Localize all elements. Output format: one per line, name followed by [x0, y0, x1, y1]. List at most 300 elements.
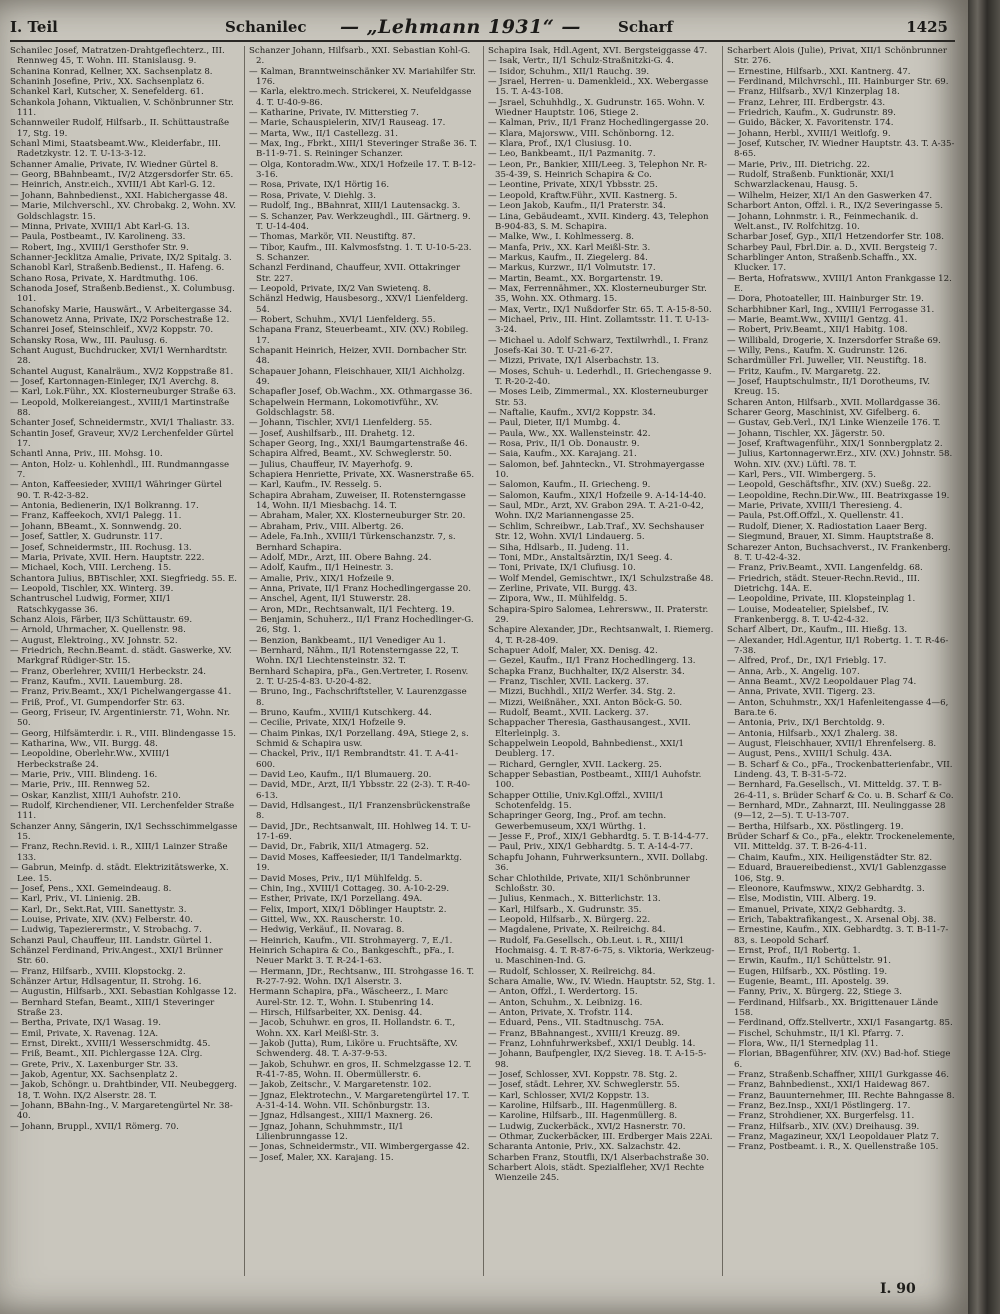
- directory-entry: — David, MDr., Arzt, II/1 Ybbsstr. 22 (2-3). T. R-40-6-13.: [249, 780, 470, 801]
- directory-entry: — Franz, BBahnangest., XVIII/1 Kreuzg. 89.: [488, 1028, 681, 1039]
- directory-entry: — Jakob, Zeitschr., V. Margaretenstr. 102.: [249, 1080, 432, 1091]
- directory-entry: Schapira-Spiro Salomea, Lehrersww., II. Praterstr. 29.: [488, 604, 709, 625]
- directory-entry: Schanzer Anny, Sängerin, IX/1 Sechsschimmelgasse 15.: [10, 821, 238, 843]
- directory-entry: Schänzl Hedwig, Hausbesorg., XXV/1 Lienfelderg. 54.: [249, 294, 469, 315]
- directory-entry: — Leon Jakob, Kaufm., II/1 Praterstr. 34.: [488, 201, 666, 212]
- directory-entry: — David, JDr., Rechtsanwalt, III. Hohlweg 14. T. U-17-1-69.: [249, 821, 471, 843]
- directory-entry: — Bruno, Ing., Fachschriftsteller, V. Laurenzgasse 8.: [249, 687, 467, 708]
- directory-entry: — Heinrich, Kaufm., VII. Strohmayerg. 7, E./1.: [249, 935, 453, 946]
- directory-entry: — Eugen, Hilfsarb., XX. Pöstling. 19.: [727, 966, 888, 977]
- directory-entry: Scharer Georg, Maschinist, XV. Gifelberg. 6.: [727, 408, 921, 419]
- directory-entry: — Katharina, Ww., VII. Burgg. 48.: [10, 739, 158, 750]
- directory-entry: — Chaim, Kaufm., XIX. Heiligenstädter Str. 82.: [727, 852, 933, 863]
- directory-entry: Schapfu Johann, Fuhrwerksuntern., XVII. Dollabg. 36.: [488, 852, 708, 874]
- directory-entry: — Mizzi, Weißnäher., XXI. Anton Böck-G. 50.: [488, 697, 683, 708]
- directory-entry: — Mizzi, Private, IX/1 Alserbachstr. 13.: [488, 356, 660, 367]
- directory-entry: — Franz, Lehrer, III. Erdbergstr. 43.: [727, 97, 886, 108]
- column-1: [10, 46, 238, 1276]
- directory-entry: Schapira Isak, Hdl.Agent, XVI. Bergsteiggasse 47.: [488, 46, 708, 56]
- directory-entry: — Ludwig, Tapezierermstr., V. Strobachg. 7.: [10, 925, 202, 936]
- directory-entry: — Karl, Priv., VI. Linienig. 2B.: [10, 894, 141, 905]
- directory-entry: — Jakob, Schuhwr. en gros, II. Schmelzgasse 12. T. R-41-7-85, Wohn. II. Obermüllerstr. 6.: [249, 1059, 472, 1081]
- directory-entry: Scharblinger Anton, Straßenb.Schaffn., XX. Klucker. 17.: [727, 252, 918, 274]
- directory-entry: — Michael u. Adolf Schwarz, Textilwrhdl., I. Franz Josefs-Kai 30. T. U-21-6-27.: [488, 335, 708, 356]
- directory-entry: Schanowetz Anna, Private, IX/2 Porschestraße 12.: [10, 314, 230, 325]
- directory-entry: Schapelwein Hermann, Lokomotivführ., XV. Goldschlagstr. 58.: [249, 397, 439, 419]
- directory-entry: Schanzl Ferdinand, Chauffeur, XVII. Ottakringer Str. 227.: [249, 263, 461, 284]
- directory-entry: — Franz, Kaufm., XVII. Lauemburg. 28.: [10, 676, 183, 687]
- directory-entry: Schar Chlothilde, Private, XII/1 Schönbrunner Schloßstr. 30.: [488, 873, 690, 894]
- directory-entry: Schannweiler Rudolf, Hilfsarb., II. Schüttaustraße 17, Stg. 19.: [10, 118, 230, 139]
- directory-columns: [10, 46, 955, 1276]
- directory-entry: — Hedwig, Verkäuf., II. Novarag. 8.: [249, 925, 405, 936]
- directory-entry: — Franz, Rechn.Revid. i. R., XIII/1 Lainzer Straße 133.: [10, 842, 228, 863]
- directory-entry: — Moses, Schuh- u. Lederhdl., II. Griechengasse 9. T. R-20-2-40.: [488, 366, 712, 387]
- directory-entry: — Adolf, MDr., Arzt, III. Obere Bahng. 24.: [249, 552, 432, 563]
- directory-entry: — Robert, Priv.Beamt., XII/1 Habitg. 108.: [727, 325, 908, 336]
- directory-entry: — Toni, MDr., Anstaltsärztin, IX/1 Seeg. 4.: [488, 552, 673, 563]
- directory-entry: — Ernst, Prof., II/1 Robertg. 1.: [727, 945, 861, 956]
- directory-entry: — Bernhard Stefan, Beamt., XIII/1 Steveringer Straße 23.: [10, 997, 215, 1018]
- directory-entry: — Chin, Ing., XVIII/1 Cottageg. 30. A-10-2-29.: [249, 883, 450, 894]
- directory-entry: — Fischel, Schuhmstr., II/1 Kl. Pfarrg. 7.: [727, 1028, 904, 1039]
- directory-entry: — Hermann, JDr., Rechtsanw., III. Strohgasse 16. T. R-27-7-92. Wohn. IX/1 Alserstr. 3.: [249, 966, 475, 987]
- directory-entry: Scharanta Antonie, Priv., XX. Salzachstr. 42.: [488, 1142, 681, 1153]
- directory-entry: — Karla, elektro.mech. Strickerei, X. Neufeldgasse 4. T. U-40-9-86.: [249, 87, 472, 108]
- directory-entry: — Friedrich, Rechn.Beamt. d. städt. Gaswerke, XV. Markgraf Rüdiger-Str. 15.: [10, 645, 232, 667]
- directory-entry: — Julius, Kartonnagerwr.Erz., XIV. (XV.) Johnstr. 58. Wohn. XIV. (XV.) Lüftl. 78. T.: [727, 449, 953, 470]
- directory-entry: — Rosa, Private, V. Diehlg. 3.: [249, 190, 376, 201]
- directory-entry: — Bertha, Private, IX/1 Wasag. 19.: [10, 1018, 162, 1029]
- directory-entry: — Thomas, Markör, VII. Neustiftg. 87.: [249, 232, 416, 243]
- directory-entry: — Jonas, Schneidermstr., VII. Wimbergergasse 42.: [249, 1142, 470, 1153]
- directory-entry: — Paula, Ww., XX. Wallensteinstr. 42.: [488, 428, 651, 439]
- page-header: [10, 16, 958, 42]
- directory-entry: — Johann, Baufpengler, IX/2 Sieveg. 18. T. A-15-5-98.: [488, 1049, 707, 1070]
- directory-entry: — Alexander, Hdl.Agentur, II/1 Robertg. 1. T. R-46-7-38.: [727, 635, 949, 656]
- directory-entry: — Willibald, Drogerie, X. Inzersdorfer Straße 69.: [727, 335, 941, 346]
- directory-entry: — Markus, Kurzwr., II/1 Volmutstr. 17.: [488, 263, 656, 274]
- directory-entry: — Karl, Kaufm., IV. Resselg. 5.: [249, 480, 382, 491]
- directory-entry: — Esther, Private, IX/1 Porzellang. 49A.: [249, 894, 423, 905]
- directory-entry: — Benzion, Bankbeamt., II/1 Venediger Au 1.: [249, 635, 446, 646]
- directory-entry: — Franz, Bauunternehmer, III. Rechte Bahngasse 8.: [727, 1090, 955, 1101]
- directory-entry: — Isidor, Schuhm., XII/1 Rauchg. 39.: [488, 66, 650, 77]
- directory-entry: — Abraham, Maler, XX. Klosterneuburger Str. 20.: [249, 511, 466, 522]
- directory-entry: — Jesse F., Prof., XIX/1 Gebhardtg. 5. T. B-14-4-77.: [488, 832, 709, 843]
- directory-entry: — Franz, Hilfsarb., XV/1 Kinzerplag 18.: [727, 87, 900, 98]
- directory-entry: — Franz, Postbeamt. i. R., X. Quellenstraße 105.: [727, 1142, 939, 1153]
- directory-entry: — Johann, Tischler, XVI/1 Lienfelderg. 55.: [249, 418, 433, 429]
- directory-entry: — Zipora, Ww., II. Mühlfeldg. 5.: [488, 594, 628, 605]
- directory-entry: — Louise, Private, XIV. (XV.) Felberstr. 40.: [10, 914, 193, 925]
- directory-entry: — Johann, Bahnbedienst., XXI. Habichergasse 48.: [10, 190, 228, 201]
- directory-entry: — Julius, Kenmach., X. Bitterlichstr. 13.: [488, 894, 661, 905]
- directory-entry: — Saul, MDr., Arzt, XV. Grabon 29A. T. A-21-0-42, Wohn. IX/2 Mariannengasse 25.: [488, 501, 704, 522]
- directory-entry: — Gezel, Kaufm., II/1 Franz Hochedlingerg. 13.: [488, 656, 696, 667]
- directory-entry: — Franz, Kaffeekoch, XVI/1 Palegg. 11.: [10, 511, 182, 522]
- directory-entry: — Franz, Bahnbedienst., XXI/1 Haidewag 867.: [727, 1080, 930, 1091]
- directory-entry: — August, Elektroing., XV. Johnstr. 52.: [10, 635, 178, 646]
- directory-entry: — Josef, Schlosser, XVI. Koppstr. 78. Stg. 2.: [488, 1070, 678, 1081]
- directory-entry: — Cecilie, Private, XIX/1 Hofzeile 9.: [249, 718, 406, 729]
- page-number: 1425: [906, 18, 948, 36]
- column-3: [488, 46, 716, 1276]
- directory-entry: — Naftalie, Kaufm., XVI/2 Koppstr. 34.: [488, 408, 656, 419]
- directory-entry: — B. Scharf & Co., pFa., Trockenbatterienfabr., VII. Lindeng. 43, T. B-31-5-72.: [727, 759, 953, 781]
- directory-entry: — Leopold, Tischler, XX. Winterg. 39.: [10, 583, 174, 594]
- directory-entry: — Franz, Magazineur, XX/1 Leopoldauer Platz 7.: [727, 1132, 940, 1143]
- directory-entry: — Rudolf, Diener, X. Radiostation Laaer Berg.: [727, 521, 928, 532]
- directory-entry: — Paul, Priv., XIX/1 Gebhardtg. 5. T. A-14-4-77.: [488, 842, 693, 853]
- directory-entry: — Anton, Holz- u. Kohlenhdl., III. Rundmanngasse 7.: [10, 459, 230, 481]
- directory-entry: — Wolf Mendel, Gemischtwr., IX/1 Schulzstraße 48.: [488, 573, 714, 584]
- directory-entry: — Magdalene, Private, X. Reilreichg. 84.: [488, 925, 666, 936]
- directory-entry: — Leopoldine, Oberlehr.Ww., XVIII/1 Herbeckstraße 24.: [10, 749, 171, 770]
- directory-entry: — Rosa, Private, IX/1 Hörtig 16.: [249, 180, 390, 191]
- directory-entry: — Gittel, Ww., XX. Rauscherstr. 10.: [249, 914, 403, 925]
- directory-entry: Schanner Amalie, Private, IV. Wiedner Gürtel 8.: [10, 159, 219, 170]
- directory-entry: — David, Hdlsangest., II/1 Franzensbrückenstraße 8.: [249, 801, 471, 822]
- directory-entry: — Heinrich, Anstr.eich., XVIII/1 Abt Karl-G. 12.: [10, 180, 216, 191]
- directory-entry: — Franz, Bez.Insp., XXI/1 Pöstlingerg. 17.: [727, 1101, 911, 1112]
- directory-entry: — Kalman, Priv., II/1 Franz Hochedlingergasse 20.: [488, 118, 709, 129]
- directory-entry: — Berta, Hofratsww., XVIII/1 Anton Frankgasse 12. E.: [727, 273, 952, 294]
- directory-entry: — August, Pens., XVIII/1 Schulg. 43A.: [727, 749, 893, 760]
- directory-entry: — Franz, Hilfsarb., XIV. (XV.) Dreihausg. 39.: [727, 1121, 920, 1132]
- directory-entry: — Julius, Chauffeur, IV. Mayerhofg. 9.: [249, 459, 413, 470]
- directory-entry: — Leopoldine, Rechn.Dir.Ww., III. Beatrixgasse 19.: [727, 490, 950, 501]
- directory-entry: — Marie, Beamt.Ww., XVIII/1 Gentzg. 41.: [727, 314, 908, 325]
- directory-entry: — Max, Vertr., IX/1 Nußdorfer Str. 65. T. A-15-8-50.: [488, 304, 712, 315]
- directory-entry: — Jacob, Schuhwr. en gros, II. Hollandstr. 6. T., Wohn. XX. Karl Meißl-Str. 3.: [249, 1018, 456, 1039]
- directory-entry: Heinrich Schapira & Co., Bankgeschft., pFa., I. Neuer Markt 3. T. R-24-1-63.: [249, 945, 455, 967]
- directory-entry: — Anna, Private, II/1 Franz Hochedlingergasse 20.: [249, 583, 471, 594]
- directory-entry: Schappelwein Leopold, Bahnbedienst., XXI/1 Deublerg. 17.: [488, 739, 685, 760]
- directory-entry: — Rudolf, Ing., BBahnrat, XIII/1 Lautensackg. 3.: [249, 201, 461, 212]
- directory-entry: — Abraham, Priv., VIII. Albertg. 26.: [249, 521, 404, 532]
- directory-entry: Schanter Josef, Schneidermstr., XVI/1 Thaliastr. 33.: [10, 418, 235, 429]
- directory-entry: — Michael, Priv., III. Hint. Zollamtsstr. 11. T. U-13-3-24.: [488, 314, 710, 336]
- column-2: [249, 46, 477, 1276]
- directory-entry: — Georg, Hilfsämterdir. i. R., VIII. Blindengasse 15.: [10, 728, 237, 739]
- directory-entry: — Eleonore, Kaufmsww., XIX/2 Gebhardtg. 3.: [727, 883, 925, 894]
- directory-entry: — Aron, MDr., Rechtsanwalt, II/1 Fechterg. 19.: [249, 604, 455, 615]
- directory-entry: Schapka Franz, Buchhalter, IX/2 Alserstr. 34.: [488, 666, 685, 677]
- directory-entry: Schanilec Josef, Matratzen-Drahtgeflechterz., III. Rennweg 45, T. Wohn. III. Stanislausg. 9.: [10, 46, 225, 67]
- directory-entry: — Josef, Kraftwagenführ., XIX/1 Sonnbergplatz 2.: [727, 439, 943, 450]
- directory-entry: — Jakob (Jutta), Rum, Liköre u. Fruchtsäfte, XV. Schwenderg. 48. T. A-37-9-53.: [249, 1039, 458, 1060]
- directory-entry: — Anna, Arb., X. Angelig. 107.: [727, 666, 860, 677]
- directory-entry: Schantora Julius, BBTischler, XXI. Siegfriedg. 55. E.: [10, 573, 238, 584]
- directory-entry: Schankola Johann, Viktualien, V. Schönbrunner Str. 111.: [10, 97, 234, 119]
- directory-entry: — Anton, Schuhmstr., XX/1 Hafenleitengasse 4—6, Bara.te 6.: [727, 697, 949, 718]
- last-entry-word: Scharf: [618, 18, 673, 36]
- directory-entry: — Olga, Kontoradm.Ww., XIX/1 Hofzeile 17. T. B-12-3-16.: [249, 159, 476, 181]
- directory-entry: — Toni, Private, IX/1 Clufiusg. 10.: [488, 563, 636, 574]
- directory-entry: — Jakob, Schöngr. u. Drahtbinder, VII. Neubeggerg. 18, T. Wohn. IX/2 Alserstr. 28. T.: [10, 1080, 238, 1101]
- directory-entry: — Marta, Ww., II/1 Castellezg. 31.: [249, 128, 399, 139]
- directory-entry: Schapanit Heinrich, Heizer, XVII. Dornbacher Str. 48.: [249, 345, 467, 367]
- directory-entry: — Grete, Priv., X. Laxenburger Str. 33.: [10, 1059, 179, 1070]
- directory-entry: — Arnold, Uhrmacher, X. Quellenstr. 98.: [10, 625, 186, 636]
- directory-entry: — Lina, Gebäudeamt., XVII. Kinderg. 43, Telephon B-904-83, S. M. Schapira.: [488, 211, 709, 232]
- directory-entry: Bernhard Schapira, pFa., Gen.Vertreter, I. Rosenv. 2. T. U-25-4-83. U-20-4-82.: [249, 666, 469, 687]
- directory-entry: — Johann, Bruppl., XVII/1 Römerg. 70.: [10, 1121, 179, 1132]
- directory-entry: — Benjamin, Schuherz., II/1 Franz Hochedlinger-G. 26, Stg. 1.: [249, 614, 474, 636]
- directory-entry: Schanner-Jecklitza Amalie, Private, IX/2 Spitalg. 3.: [10, 252, 232, 263]
- directory-entry: — Anton, Kaffeesieder, XVIII/1 Währinger Gürtel 90. T. R-42-3-82.: [10, 480, 222, 501]
- directory-entry: — Max, Ferrennähmer., XX. Klosterneuburger Str. 35, Wohn. XX. Othmarg. 15.: [488, 283, 707, 305]
- directory-entry: Scharbert Alois (Julie), Privat, XII/1 Schönbrunner Str. 276.: [727, 46, 947, 67]
- header-rule: [10, 40, 955, 42]
- directory-entry: — Salomon, bef. Jahnteckn., VI. Strohmayergasse 10.: [488, 459, 705, 481]
- directory-entry: — Gustav, Geb.Verl., IX/1 Linke Wienzeile 176. T.: [727, 418, 941, 429]
- directory-entry: Schantl Anna, Priv., III. Mohsg. 10.: [10, 449, 163, 460]
- directory-entry: — Josef, Kutscher, IV. Wiedner Hauptstr. 43. T. A-35-8-65.: [727, 139, 955, 160]
- directory-entry: Schänzer Artur, Hdlsagentur, II. Strohg. 16.: [10, 976, 202, 987]
- directory-entry: — Markus, Kaufm., II. Ziegelerg. 84.: [488, 252, 648, 263]
- directory-entry: — Moses Leib, Zimmermal., XX. Klosterneuburger Str. 53.: [488, 387, 708, 408]
- directory-entry: Scharbar Josef, Gyp., XII/1 Hetzendorfer Str. 108.: [727, 232, 944, 243]
- directory-entry: — Jakob, Agentur, XX. Sachsenplatz 2.: [10, 1070, 178, 1081]
- directory-entry: — Franz, Lohnfuhrwerksbef., XXI/1 Deublg. 14.: [488, 1039, 696, 1049]
- directory-entry: — Antonia, Priv., IX/1 Berchtoldg. 9.: [727, 718, 885, 729]
- directory-entry: — Friß, Prof., VI. Gumpendorfer Str. 63.: [10, 697, 185, 708]
- directory-entry: Schardmüller Frl. Juweller, VII. Neustiftg. 18.: [727, 356, 927, 367]
- directory-entry: — Leopold, Private, IX/2 Van Swietenq. 8.: [249, 283, 432, 294]
- column-4: [727, 46, 955, 1276]
- directory-entry: — Malke, Ww., I. Kohlmesserg. 8.: [488, 232, 635, 243]
- directory-entry: — Friedrich, städt. Steuer-Rechn.Revid., III. Dietrichg. 14A. E.: [727, 573, 920, 594]
- directory-entry: — Antonia, Bedienerin, IX/1 Bolkranng. 17.: [10, 501, 199, 512]
- directory-entry: — Josef, Pens., XXI. Gemeindeaug. 8.: [10, 883, 172, 894]
- directory-entry: — Saia, Kaufm., XX. Karajang. 21.: [488, 449, 637, 460]
- directory-entry: — Leopoldine, Private, III. Klopsteinplag 1.: [727, 594, 916, 605]
- directory-entry: — Leopold, Hilfsarb., X. Bürgerg. 22.: [488, 914, 651, 925]
- directory-entry: — Florian, BBagenführer, XIV. (XV.) Bad-hof. Stiege 6.: [727, 1049, 951, 1070]
- directory-entry: — Max, Ing., Fbrkt., XIII/1 Steveringer Straße 36. T. B-11-9-71. S. Reininger Schanzer.: [249, 139, 477, 160]
- directory-entry: — Antonia, Hilfsarb., XX/1 Zhalerg. 38.: [727, 728, 898, 739]
- directory-entry: — Franz, Strohdiener, XX. Burgerfelsg. 11.: [727, 1111, 915, 1122]
- directory-entry: — Eduard, Brauereibedienst., XVI/1 Gablenzgasse 106, Stg. 9.: [727, 863, 947, 884]
- directory-entry: — Manfa, Priv., XX. Karl Meißl-Str. 3.: [488, 242, 651, 253]
- directory-entry: — Johann, BBahn-Ing., V. Margaretengürtel Nr. 38-40.: [10, 1101, 233, 1122]
- directory-entry: Schanzer Johann, Hilfsarb., XXI. Sebastian Kohl-G. 2.: [249, 46, 471, 67]
- directory-entry: — Fanny, Priv., X. Bürgerg. 22, Stiege 3.: [727, 987, 903, 998]
- directory-entry: — Siha, Hdlsarb., II. Judeng. 11.: [488, 542, 630, 553]
- directory-entry: — Flora, Ww., II/1 Sternedplag 11.: [727, 1039, 879, 1049]
- directory-entry: — Jsrael, Schuhhdlg., X. Gudrunstr. 165. Wohn. V. Wiedner Hauptstr. 106, Stiege 2.: [488, 97, 705, 119]
- directory-entry: — Paul, Dieter, II/1 Mumbg. 4.: [488, 418, 621, 429]
- directory-entry: Schankel Karl, Kutscher, X. Senefelderg. 61.: [10, 87, 204, 98]
- directory-entry: — Schlim, Schreibwr., Lab.Traf., XV. Sechshauser Str. 12, Wohn. XVI/1 Lindauerg. 5.: [488, 521, 704, 543]
- directory-entry: — Paula, Postbeamt., IV. Karolineng. 33.: [10, 232, 186, 243]
- directory-entry: — Karl, Hilfsarb., X. Gudrunstr. 35.: [488, 904, 642, 915]
- directory-entry: — Josef, Kartonnagen-Einleger, IX/1 Averchg. 8.: [10, 377, 219, 387]
- directory-entry: Schanobl Karl, Straßenb.Bedienst., II. Hafeng. 6.: [10, 263, 225, 274]
- directory-entry: — Johann, Tischler, XX. Jägerstr. 50.: [727, 428, 885, 439]
- directory-entry: Schapana Franz, Steuerbeamt., XIV. (XV.) Robileg. 17.: [249, 325, 469, 346]
- book-edge: [968, 0, 1000, 1314]
- directory-entry: — Kalman, Branntweinschänker XV. Mariahilfer Str. 176.: [249, 66, 476, 88]
- directory-entry: — Josef, Schneidermstr., III. Rochusg. 13.: [10, 542, 192, 553]
- directory-entry: Schaper Georg, Ing., XXI/1 Baumgartenstraße 46.: [249, 439, 468, 450]
- directory-entry: — Salomon, Kaufm., II. Griecheng. 9.: [488, 480, 651, 491]
- directory-entry: Schapringer Georg, Ing., Prof. am techn. Gewerbemuseum, XX/1 Würthg. 1.: [488, 811, 667, 832]
- directory-entry: — Leopold, Geschäftsfhr., XIV. (XV.) Sueßg. 22.: [727, 480, 932, 491]
- directory-entry: — Felix, Import, XIX/1 Döblinger Hauptstr. 2.: [249, 904, 447, 915]
- directory-entry: — Karl, Schlosser, XVI/2 Koppstr. 13.: [488, 1090, 650, 1101]
- directory-entry: — Franz, Oberlehrer, XVIII/1 Herbeckstr. 24.: [10, 666, 207, 677]
- directory-entry: — Josef, Hauptschulmstr., II/1 Dorotheums, IV. Kreug. 15.: [727, 377, 930, 398]
- directory-entry: — Siegmund, Brauer, XI. Simm. Hauptstraße 8.: [727, 532, 934, 543]
- directory-entry: Schantruschel Ludwig, Former, XII/1 Ratschkygasse 36.: [10, 594, 172, 615]
- directory-entry: — Johann, Lohnmstr. i. R., Feinmechanik. d. Welt.anst., IV. Rolfchitzg. 10.: [727, 211, 919, 232]
- book-title: — „Lehmann 1931“ —: [340, 16, 581, 38]
- directory-entry: Schänzel Ferdinand, Priv.Angest., XXI/1 Brünner Str. 60.: [10, 945, 223, 967]
- directory-entry: Schaninh Josefine, Priv., XX. Sachsenplatz 6.: [10, 77, 205, 88]
- directory-entry: — Bernhard, Nähm., II/1 Rotensterngasse 22, T. Wohn. IX/1 Liechtensteinstr. 32. T.: [249, 645, 459, 667]
- directory-entry: — Karl, Lok.Führ., XX. Klosterneuburger Straße 63.: [10, 387, 237, 398]
- directory-entry: — Ferdinand, Offz.Stellvertr., XXI/1 Fasangartg. 85.: [727, 1018, 953, 1029]
- directory-entry: Schanz Alois, Färber, II/3 Schüttaustr. 69.: [10, 614, 193, 625]
- directory-entry: — Dora, Photoateller, III. Hainburger Str. 19.: [727, 294, 924, 305]
- directory-entry: — Karl, Dr., Sekt.Rat, VIII. Sanettystr. 3.: [10, 904, 187, 915]
- directory-entry: — Jgnaz, Elektrotechn., V. Margaretengürtel 17. T. A-31-4-14. Wohn. VII. Schönburgstr. 13.: [249, 1090, 470, 1112]
- directory-entry: — Eduard, Pens., VII. Stadtnuschg. 75A.: [488, 1018, 664, 1029]
- directory-entry: — Richard, Gerngler, XVII. Lackerg. 25.: [488, 759, 662, 770]
- directory-entry: — Michael, Koch, VIII. Lercheng. 15.: [10, 563, 172, 574]
- directory-entry: — Robert, Ing., XVIII/1 Gersthofer Str. 9.: [10, 242, 189, 253]
- directory-entry: — S. Schanzer, Pav. Werkzeughdl., III. Gärtnerg. 9. T. U-14-404.: [249, 211, 471, 232]
- directory-entry: — Erwin, Kaufm., II/1 Schüttelstr. 91.: [727, 956, 891, 967]
- directory-entry: — Friß, Beamt., XII. Pichlergasse 12A. Clrg.: [10, 1049, 203, 1060]
- directory-entry: — Marie, Milchverschl., XV. Chrobakg. 2, Wohn. XV. Goldschlagstr. 15.: [10, 201, 236, 222]
- directory-entry: — Anton, Offzl., I. Werdertorg. 15.: [488, 987, 638, 998]
- directory-entry: Schapire Alexander, JDr., Rechtsanwalt, I. Riemerg. 4, T. R-28-409.: [488, 625, 714, 646]
- directory-entry: — Amalie, Priv., XIX/1 Hofzeile 9.: [249, 573, 395, 584]
- directory-entry: — Marie, Priv., VIII. Blindeng. 16.: [10, 770, 158, 781]
- directory-entry: — Georg, BBahnbeamt., IV/2 Atzgersdorfer Str. 65.: [10, 170, 234, 181]
- directory-entry: — Karoline, Hilfsarb., III. Hagenmüllerg. 8.: [488, 1101, 678, 1112]
- directory-entry: — Minna, Private, XVIII/1 Abt Karl-G. 13.: [10, 221, 190, 232]
- directory-entry: — Ernestine, Kaufm., XIX. Gebhardtg. 3. T. B-11-7-83, s. Leopold Scharf.: [727, 925, 949, 946]
- directory-entry: — Eugenie, Beamt., III. Apostelg. 39.: [727, 976, 889, 987]
- directory-entry: — Rudolf, Kirchendiener, VII. Lerchenfelder Straße 111.: [10, 801, 235, 822]
- directory-entry: — Othmar, Zuckerbäcker, III. Erdberger Mais 22Ai.: [488, 1132, 713, 1143]
- directory-entry: — Marie, Priv., III. Dietrichg. 22.: [727, 159, 870, 170]
- directory-entry: — Adele, Fa.Inh., XVIII/1 Türkenschanzstr. 7, s. Bernhard Schapira.: [249, 532, 456, 553]
- directory-entry: — Tibor, Kaufm., III. Kalvmosfstng. 1. T. U-10-5-23. S. Schanzer.: [249, 242, 472, 263]
- directory-entry: — Anna, Private, XVII. Tigerg. 23.: [727, 687, 876, 698]
- directory-entry: — Bernhard, MDr., Zahnarzt, III. Neulinggasse 28 (9—12, 2—5). T. U-13-707.: [727, 801, 946, 822]
- directory-entry: Scharbey Paul, Fbrl.Dir. a. D., XVII. Bergsteig 7.: [727, 242, 938, 253]
- directory-entry: Scharezer Anton, Buchsachverst., IV. Frankenberg. 8. T. U-42-4-32.: [727, 542, 951, 563]
- directory-entry: Scharen Anton, Hilfsarb., XVII. Mollardgasse 36.: [727, 397, 941, 408]
- directory-entry: — Chaim Pinkas, IX/1 Porzellang. 49A, Stiege 2, s. Schmid & Schapira usw.: [249, 728, 469, 750]
- directory-entry: — Jgnaz, Hdlsangest., XIII/1 Maxnerg. 26.: [249, 1111, 433, 1122]
- directory-entry: — Emil, Private, X. Ravenag. 12A.: [10, 1028, 159, 1039]
- directory-entry: — Anna Beamt., XV/2 Leopoldauer Plag 74.: [727, 676, 917, 687]
- directory-entry: — Rudolf, Beamt., XVII. Lackerg. 37.: [488, 708, 649, 718]
- directory-entry: — Chackel, Priv., II/1 Rembrandtstr. 41. T. A-41-600.: [249, 749, 459, 770]
- directory-entry: — Karl, Pers., VII. Wimbergerg. 5.: [727, 470, 876, 481]
- directory-entry: — Josef, Maler, XX. Karajang. 15.: [249, 1152, 394, 1163]
- directory-entry: — Klara, Prof., IX/1 Clusiusg. 10.: [488, 139, 632, 150]
- directory-entry: — Robert, Schuhm., XVI/1 Lienfelderg. 55.: [249, 314, 436, 325]
- directory-entry: — David Moses, Priv., II/1 Mühlfeldg. 5.: [249, 873, 423, 884]
- directory-entry: — Ferdinand, Milchvrschl., III. Hainburger Str. 69.: [727, 77, 949, 88]
- directory-entry: — Gabrun, Meinfp. d. städt. Elektrizitätswerke, X. Lee. 15.: [10, 863, 229, 884]
- directory-entry: — Karoline, Hilfsarb., III. Hagenmüllerg. 8.: [488, 1111, 678, 1122]
- directory-entry: Schanrei Josef, Steinschleif., XV/2 Koppstr. 70.: [10, 325, 214, 336]
- directory-entry: — Else, Modistin, VIII. Alberg. 19.: [727, 894, 877, 905]
- directory-entry: — Leopold, Kraftw.Führ., XVII. Kastnerg. 5.: [488, 190, 678, 201]
- directory-entry: — Georg, Friseur, IV. Argentinierstr. 71, Wohn. Nr. 50.: [10, 708, 230, 729]
- directory-entry: Schanofsky Marie, Hauswärt., V. Arbeitergasse 34.: [10, 304, 232, 315]
- directory-entry: — Isak, Vertr., II/1 Schulz-Straßnitzki-G. 4.: [488, 56, 674, 67]
- directory-entry: — Louise, Modeatelier, Spielsbef., IV. Frankenbergg. 8. T. U-42-4-32.: [727, 604, 889, 625]
- directory-entry: — Emanuel, Private, XIX/2 Gebhardtg. 3.: [727, 904, 906, 915]
- column-divider: [244, 46, 245, 1276]
- directory-entry: — Ernestine, Hilfsarb., XXI. Kantnerg. 47.: [727, 66, 911, 77]
- directory-entry: — Jgnaz, Johann, Schuhmmstr., II/1 Lilienbrunngasse 12.: [249, 1121, 404, 1143]
- directory-entry: Schapafler Josef, Ob.Wachm., XX. Othmargasse 36.: [249, 387, 473, 398]
- directory-entry: — Katharine, Private, IV. Mitterstieg 7.: [249, 108, 419, 119]
- directory-entry: Schanoda Josef, Straßenb.Bedienst., X. Columbusg. 101.: [10, 283, 235, 305]
- directory-entry: — Anton, Schuhm., X. Leibnizg. 16.: [488, 997, 643, 1008]
- directory-entry: Schara Amalie, Ww., IV. Wiedn. Hauptstr. 52, Stg. 1.: [488, 976, 716, 987]
- directory-entry: Schapiera Henriette, Private, XX. Wasnerstraße 65.: [249, 470, 475, 481]
- directory-entry: Scharf Albert, Dr., Kaufm., III. Hießg. 13.: [727, 625, 908, 636]
- directory-entry: Schano Rosa, Private, X. Hardtmuthg. 106.: [10, 273, 199, 284]
- directory-entry: Schanl Mimi, Staatsbeamt.Ww., Kleiderfabr., III. Radetzkystr. 12. T. U-13-3-12.: [10, 139, 221, 160]
- directory-entry: — Franz, Priv.Beamt., XX/1 Pichelwangergasse 41.: [10, 687, 232, 698]
- directory-entry: — Ferdinand, Hilfsarb., XX. Brigittenauer Lände 158.: [727, 997, 939, 1018]
- directory-entry: — Paula, Pst.Off.Offzl., X. Quellenstr. 41.: [727, 511, 904, 522]
- directory-entry: — Bertha, Hilfsarb., XX. Pöstlingerg. 19.: [727, 821, 904, 832]
- directory-entry: Schanina Konrad, Kellner, XX. Sachsenplatz 8.: [10, 66, 213, 77]
- directory-entry: — Salomon, Kaufm., XIX/1 Hofzeile 9. A-14-14-40.: [488, 490, 707, 501]
- directory-entry: — Leo, Bankbeamt., II/1 Pazmanitg. 7.: [488, 149, 656, 160]
- directory-entry: — David Moses, Kaffeesieder, II/1 Tandelmarktg. 19.: [249, 852, 463, 874]
- directory-entry: — Guido, Bäcker, X. Favoritenstr. 174.: [727, 118, 894, 129]
- directory-entry: — Leontine, Private, XIX/1 Ybbsstr. 25.: [488, 180, 658, 191]
- directory-entry: — Klara, Majorsww., VIII. Schönborng. 12.: [488, 128, 675, 139]
- directory-entry: — Marie, Schauspielerin, XIV/1 Rauseag. 17.: [249, 118, 446, 129]
- directory-entry: — Bruno, Kaufm., XVIII/1 Kutschkerg. 44.: [249, 708, 432, 718]
- directory-entry: — David Leo, Kaufm., II/1 Blumauerg. 20.: [249, 770, 432, 781]
- directory-entry: — David, Dr., Fabrik, XII/1 Atmagerg. 52.: [249, 842, 429, 853]
- directory-entry: — Oskar, Kanzlist, XIII/1 Auhofstr. 210.: [10, 790, 181, 801]
- directory-entry: — Josef, städt. Lehrer, XV. Schweglerstr. 55.: [488, 1080, 680, 1091]
- directory-entry: Schapuer Adolf, Maler, XX. Denisg. 42.: [488, 645, 658, 656]
- directory-entry: — Augustin, Hilfsarb., XXI. Sebastian Kohlgasse 12.: [10, 987, 237, 998]
- directory-entry: — Fritz, Kaufm., IV. Margaretg. 22.: [727, 366, 881, 377]
- directory-entry: Hermann Schapira, pFa., Wäscheerz., I. Marc Aurel-Str. 12. T., Wohn. I. Stubenring 14.: [249, 987, 448, 1008]
- directory-entry: — Ernst, Direkt., XVIII/1 Wesserschmidtg. 45.: [10, 1039, 211, 1049]
- directory-entry: — Rudolf, Straßenb. Funktionär, XXI/1 Schwarzlackenau, Hausg. 5.: [727, 170, 895, 191]
- directory-entry: — Mizzi, Buchhdl., XII/2 Werfer. 34. Stg. 2.: [488, 687, 676, 698]
- directory-entry: — Leopold, Molkereiangest., XVIII/1 Martinstraße 88.: [10, 397, 230, 419]
- directory-entry: — Josef, Aushilfsarb., III. Drahetg. 12.: [249, 428, 415, 439]
- part-label: I. Teil: [10, 18, 58, 36]
- directory-entry: Schantel August, Kanalräum., XV/2 Koppstraße 81.: [10, 366, 234, 377]
- directory-entry: — Maria, Private, XVII. Hern. Hauptstr. 222.: [10, 552, 205, 563]
- directory-entry: — Hirsch, Hilfsarbeiter, XX. Denisg. 44.: [249, 1007, 423, 1018]
- directory-entry: — August, Fleischhauer, XVII/1 Ehrenfelserg. 8.: [727, 739, 937, 750]
